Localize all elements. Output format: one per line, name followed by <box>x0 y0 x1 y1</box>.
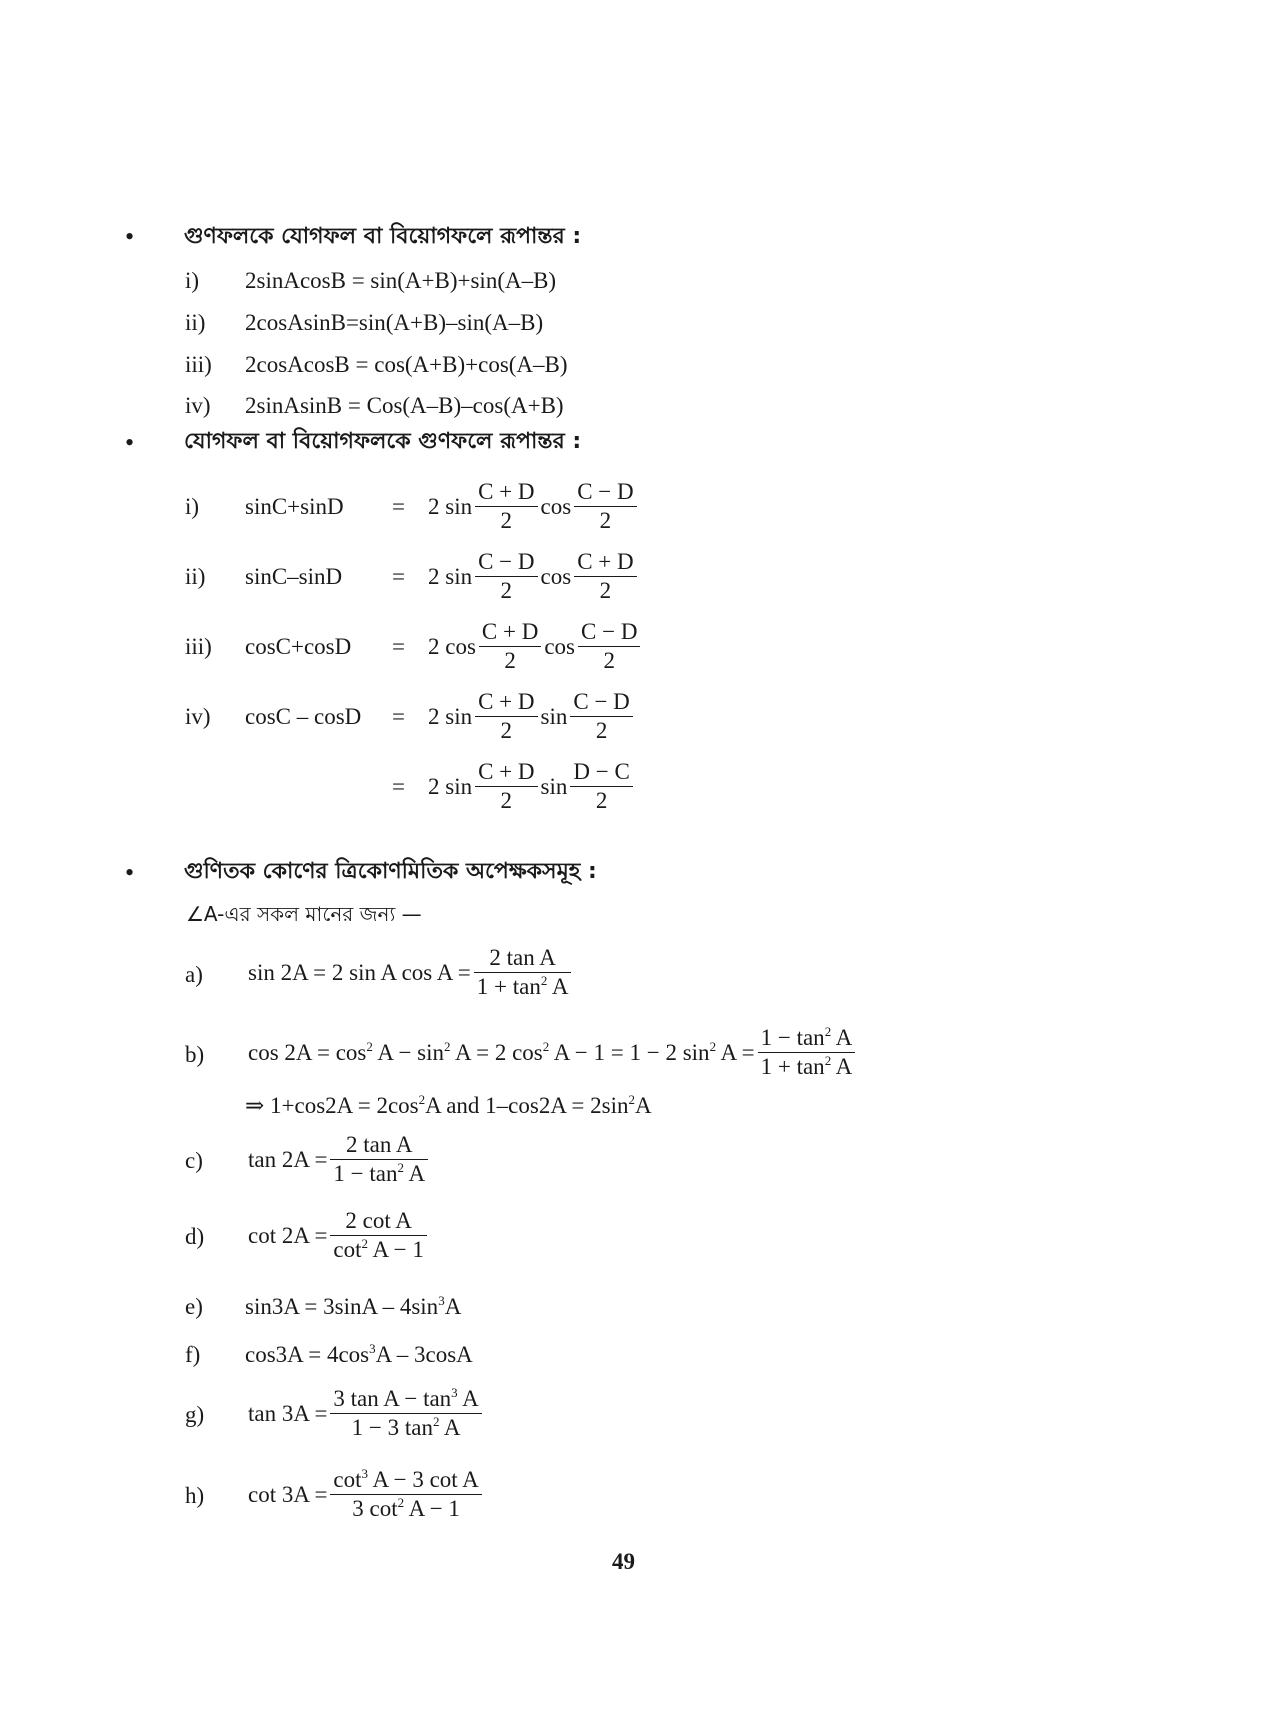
bullet-1: • <box>125 222 135 251</box>
item-label: d) <box>185 1224 205 1249</box>
fraction: $\frac{C + D}{2}$ <box>475 478 537 535</box>
equals-sign: = <box>392 704 405 729</box>
formula-lhs: sinC–sinD <box>245 564 343 589</box>
fraction: $\frac{\text{2 cot A}}{\cot^2 A - 1}$ <box>330 1207 426 1264</box>
fraction: $\frac{C - D}{2}$ <box>574 478 636 535</box>
fraction: $\frac{\cot^3 A - 3 \cot A}{3 \cot^2 A - 1}$ <box>330 1466 481 1523</box>
formula-cos3a: $\cos 3A = 4\cos^3A - 3\cos A$ <box>245 1341 473 1367</box>
formula-rhs: 2 sin $\frac{C + D}{2}$ sin $\frac{C - D}{2}$ <box>428 688 636 745</box>
formula-lhs: cosC+cosD <box>245 634 352 659</box>
identity-expression: 2sinAcosB = sin(A+B)+sin(A–B) <box>245 268 557 293</box>
formula-rhs: 2 cos $\frac{C + D}{2}$ cos $\frac{C - D}{2}$ <box>428 618 643 675</box>
item-label: a) <box>185 962 203 987</box>
equals-sign: = <box>392 564 405 589</box>
formula-lhs: sinC+sinD <box>245 494 344 519</box>
item-label: iv) <box>185 393 211 418</box>
section-heading-sum-to-product: যোগফল বা বিয়োগফলকে গুণফলে রূপান্তর : <box>184 429 582 454</box>
bullet-3: • <box>125 858 135 887</box>
item-label: iv) <box>185 704 211 729</box>
item-label: iii) <box>185 634 212 659</box>
identity-expression: 2cosAsinB=sin(A+B)–sin(A–B) <box>245 310 544 335</box>
fraction: $\frac{1 - \tan^2 A}{1 + \tan^2 A}$ <box>758 1024 856 1081</box>
equals-sign: = <box>392 634 405 659</box>
item-label: i) <box>185 268 200 293</box>
section-heading-multiple-angle: গুণিতক কোণের ত্রিকোণমিতিক অপেক্ষকসমূহ : <box>184 859 597 884</box>
formula-tan2a: tan 2A = $\frac{\text{2 tan A}}{1 - \tan^2 A}$ <box>248 1131 431 1188</box>
fraction: $\frac{C + D}{2}$ <box>574 548 636 605</box>
fraction: $\frac{\text{2 tan A}}{1 + \tan^2 A}$ <box>474 944 572 1001</box>
formula-cos2a: $\cos 2A = \cos^2 A - \sin^2 A = 2$ $\cos^2 A - 1 = 1 - 2$ $\sin^2 A$ = $\frac{1 - \tan^2 A}{1 + \tan^2 A}$ <box>248 1024 858 1081</box>
section-heading-product-to-sum: গুণফলকে যোগফল বা বিয়োগফলে রূপান্তর : <box>184 224 582 249</box>
equals-sign: = <box>392 494 405 519</box>
formula-cot2a: cot 2A = $\frac{\text{2 cot A}}{\cot^2 A - 1}$ <box>248 1207 430 1264</box>
formula-rhs: 2 sin $\frac{C - D}{2}$ cos $\frac{C + D}{2}$ <box>428 548 640 605</box>
formula-tan3a: tan 3A = $\frac{3 \tan A - \tan^3 A}{1 - 3 \tan^2 A}$ <box>248 1385 485 1442</box>
item-label: c) <box>185 1148 203 1173</box>
formula-lhs: cosC – cosD <box>245 704 362 729</box>
formula-consequence: ⇒ $1+\cos 2A = 2\cos^2A$ and $1-\cos 2A = 2\sin^2A$ <box>245 1092 652 1118</box>
formula-sin3a: $\sin 3A = 3\sin A - 4\sin^3A$ <box>245 1293 462 1319</box>
formula-rhs: 2 sin $\frac{C + D}{2}$ sin $\frac{D - C}{2}$ <box>428 758 636 815</box>
fraction: $\frac{C - D}{2}$ <box>570 688 632 745</box>
fraction: $\frac{C - D}{2}$ <box>578 618 640 675</box>
formula-cot3a: cot 3A = $\frac{\cot^3 A - 3 \cot A}{3 \cot^2 A - 1}$ <box>248 1466 485 1523</box>
fraction: $\frac{3 \tan A - \tan^3 A}{1 - 3 \tan^2 A}$ <box>330 1385 481 1442</box>
bullet-2: • <box>125 428 135 457</box>
page-number: 49 <box>612 1549 635 1574</box>
item-label: f) <box>185 1342 201 1367</box>
item-label: g) <box>185 1402 205 1427</box>
fraction: $\frac{C + D}{2}$ <box>475 688 537 745</box>
formula-rhs: 2 sin $\frac{C + D}{2}$ cos $\frac{C - D}{2}$ <box>428 478 640 535</box>
fraction: $\frac{C + D}{2}$ <box>475 758 537 815</box>
item-label: ii) <box>185 310 206 335</box>
item-label: i) <box>185 494 200 519</box>
item-label: iii) <box>185 352 212 377</box>
item-label: ii) <box>185 564 206 589</box>
fraction: $\frac{D - C}{2}$ <box>570 758 632 815</box>
equals-sign: = <box>392 774 405 799</box>
formula-sin2a: sin 2A = 2 sin A cos A = $\frac{\text{2 tan A}}{1 + \tan^2 A}$ <box>248 944 574 1001</box>
fraction: $\frac{\text{2 tan A}}{1 - \tan^2 A}$ <box>330 1131 428 1188</box>
item-label: h) <box>185 1483 205 1508</box>
section-subtitle: ∠A-এর সকল মানের জন্য — <box>186 902 422 926</box>
item-label: b) <box>185 1042 205 1067</box>
identity-expression: 2sinAsinB = Cos(A–B)–cos(A+B) <box>245 393 564 418</box>
item-label: e) <box>185 1294 203 1319</box>
identity-expression: 2cosAcosB = cos(A+B)+cos(A–B) <box>245 352 568 377</box>
fraction: $\frac{C + D}{2}$ <box>479 618 541 675</box>
fraction: $\frac{C - D}{2}$ <box>475 548 537 605</box>
